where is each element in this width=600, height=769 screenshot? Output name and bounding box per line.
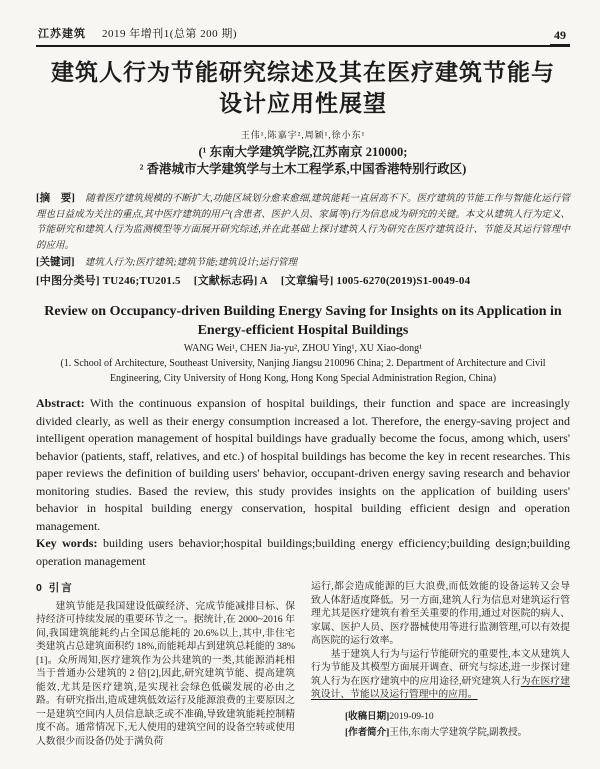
affiliations-cn [36,144,570,178]
received-date-label: [收稿日期] [345,711,390,722]
footnote-block [311,709,570,741]
article-title-en-line2: Energy-efficient Hospital Buildings [197,323,409,338]
article-title-cn-line1: 建筑人行为节能研究综述及其在医疗建筑节能与 [51,59,555,85]
clc-value: TU246;TU201.5 [102,275,181,287]
affiliation-en-line1: (1. School of Architecture, Southeast University, Nanjing Jiangsu 210096 China; 2. Department of Architecture and Civil [60,358,546,369]
doc-code-value: A [259,275,268,287]
authors-cn: 王伟¹,陈嘉宇²,周颖¹,徐小东¹ [240,130,366,140]
abstract-en-text: With the continuous expansion of hospital buildings, their function and space are increasingly divided clearly, as well as their energy consumption increased a lot. Therefore, the energy-saving project and intelligent operation management of hospital buildings have gradually become the focus, among which, users' behavior (patients, staff, relatives, and etc.) of hospital buildings has become the key in recent researches. This paper reviews the definition of building users' behavior, occupant-driven energy saving research and behavior monitoring studies. Based the review, this study provides insights on the application of building users' behavior in hospital building energy conservation, hospital building efficient design and operation management. [36,396,570,533]
abstract-en-label: Abstract: [36,396,85,410]
right-column [311,580,570,748]
section-heading-intro: 0 引言 [36,582,74,594]
issue-info: 2019 年增刊1(总第 200 期) [102,28,238,40]
article-title-en-line1: Review on Occupancy-driven Building Energy Saving for Insights on its Application in [44,304,562,319]
article-id-label: [文章编号] [280,275,334,287]
article-title-cn [36,57,570,119]
intro-paragraph-right-2 [311,648,570,702]
keywords-en [36,535,570,570]
left-column [36,580,295,748]
article-id-value: 1005-6270(2019)S1-0049-04 [336,275,471,287]
intro-paragraph-right-1: 运行,都会造成能源的巨大浪费,而低效能的设备运转又会导致人体舒适度降低。另一方面,建筑人行为信息对建筑运行管理尤其是医疗建筑有着至关重要的作用,通过对医院的病人、家属、医护人员、医疗器械使用等进行监测管理,可以有效提高医院的运行效率。 [311,581,570,646]
intro-paragraph-right-2-underlined: 为在医疗建筑设计、节能以及运行管理中的应用。 [311,675,570,700]
body-columns [36,580,570,748]
abstract-en [36,395,570,535]
abstract-cn [36,191,570,254]
journal-name: 江苏建筑 [38,28,86,40]
authors-en: WANG Wei¹, CHEN Jia-yu², ZHOU Ying¹, XU Xiao-dong¹ [183,343,423,354]
header-rule [36,45,570,47]
affiliation-cn-line2: ² 香港城市大学建筑学与土木工程学系,中国香港特别行政区) [139,162,467,176]
doc-code-label: [文献标志码] [193,275,258,287]
affiliation-en-line2: Engineering, City University of Hong Kong, Hong Kong Special Administration Region, China) [109,373,497,384]
abstract-cn-text: 随着医疗建筑规模的不断扩大,功能区域划分愈来愈细,建筑能耗一直居高不下。医疗建筑的节能工作与智能化运行管理也日益成为关注的重点,其中医疗建筑的用户(含患者、医护人员、家属等)行为信息成为研究的关键。本文从建筑人行为定义、节能研究和建筑人行为监测模型等方面展开研究综述,并在此基础上探讨建筑人行为研究在医疗建筑设计、节能及其运行管理中的应用。 [36,194,571,251]
author-bio-value: 王伟,东南大学建筑学院,副教授。 [389,727,528,738]
keywords-cn [36,255,570,271]
abstract-cn-label: [摘 要] [36,193,75,204]
article-title-en [36,302,570,340]
footnote-author-bio [345,725,570,741]
intro-paragraph-left: 建筑节能是我国建设低碳经济、完成节能减排目标、保持经济可持续发展的重要环节之一。据统计,在 2000~2016 年间,我国建筑能耗约占全国总能耗的 20.6%以上,其中,非住宅类建筑占总建筑面积约 18%,而能耗却占到建筑总耗能的 38%[1]。众所周知,医疗建筑作为公共建筑的一类,其能源消耗相当于普通办公建筑的 2 倍[2],因此,研究建筑节能、提高建筑能效,尤其是医疗建筑,是实现社会绿色低碳发展的必由之路。有研究指出,造成建筑低效运行及能源浪费的主要原因之一是建筑空间内人员信息缺乏或不准确,导致建筑能耗控制精度不高。通常情况下,无人使用的建筑空间的设备空转或使用人数很少而设备仍处于满负荷 [36,600,295,747]
keywords-en-label: Key words: [36,536,98,550]
journal-header [36,24,570,41]
received-date-value: 2019-09-10 [389,711,434,722]
footnote-received [345,709,570,725]
journal-header-left [36,25,237,41]
keywords-en-text: building users behavior;hospital buildings;building energy efficiency;building design;building operation management [36,536,571,568]
author-bio-label: [作者简介] [345,727,390,738]
article-title-cn-line2: 设计应用性展望 [219,90,387,116]
clc-label: [中图分类号] [36,275,100,287]
keywords-cn-label: [关键词] [36,257,75,268]
keywords-cn-text: 建筑人行为;医疗建筑;建筑节能;建筑设计;运行管理 [84,258,298,268]
intro-paragraph-right-2-text: 基于建筑人行为与运行节能研究的重要性,本文从建筑人行为节能及其模型方面展开调查、研究与综述,进一步探讨建筑人行为在医疗建筑中的应用途径,研究建筑人行 [311,648,570,687]
classification-line [36,274,570,289]
page-number: 49 [550,28,570,45]
affiliation-cn-line1: (¹ 东南大学建筑学院,江苏南京 210000; [198,145,408,159]
affiliations-en [36,356,570,386]
